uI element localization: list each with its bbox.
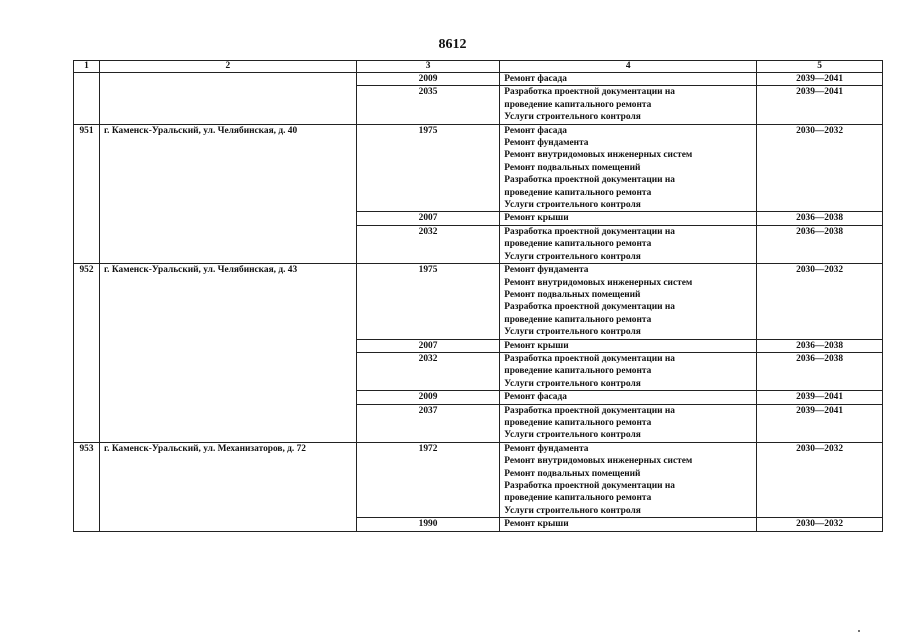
work-item: проведение капитального ремонта [504,366,652,377]
work-item: Ремонт подвальных помещений [504,162,641,173]
work-item: Ремонт фасада [504,74,567,84]
year-cell: 1975 [356,124,499,212]
building-number: 951 [74,124,100,263]
period-cell: 2030—2032 [757,442,883,517]
header-col-3: 3 [356,61,499,73]
table-row [74,124,883,212]
works-cell [500,352,757,390]
work-item: Ремонт фундамента [504,265,589,276]
work-item: Услуги строительного контроля [504,378,641,389]
work-item: Ремонт фундамента [504,138,589,149]
building-address: г. Каменск-Уральский, ул. Челябинская, д. 40 [99,124,356,263]
year-cell: 2037 [356,404,499,442]
year-cell: 2009 [356,73,499,86]
work-item: Разработка проектной документации на [504,302,675,313]
period-cell: 2030—2032 [757,124,883,212]
works-cell [500,391,757,404]
year-cell: 1975 [356,264,499,339]
header-col-5: 5 [757,61,883,73]
period-cell: 2039—2041 [757,404,883,442]
work-item: Ремонт подвальных помещений [504,289,641,300]
year-cell: 2007 [356,339,499,352]
building-address: г. Каменск-Уральский, ул. Челябинская, д. 43 [99,264,356,443]
works-cell [500,225,757,263]
building-number [74,73,100,125]
period-cell: 2039—2041 [757,73,883,86]
year-cell: 2032 [356,352,499,390]
period-cell: 2036—2038 [757,212,883,225]
page-number: 8612 [438,37,467,52]
header-col-4: 4 [500,61,757,73]
building-address [99,73,356,125]
work-item: Ремонт внутридомовых инженерных систем [504,456,693,467]
work-item: Разработка проектной документации на [504,175,675,186]
year-cell: 2007 [356,212,499,225]
work-item: проведение капитального ремонта [504,417,652,428]
year-cell: 2009 [356,391,499,404]
table-header [74,61,883,73]
works-cell [500,339,757,352]
work-item: Разработка проектной документации на [504,353,675,364]
work-item: проведение капитального ремонта [504,99,652,110]
year-cell: 1990 [356,518,499,531]
building-number: 952 [74,264,100,443]
work-item: Ремонт фундамента [504,443,589,454]
works-cell [500,264,757,339]
work-item: Ремонт крыши [504,340,569,351]
work-item: проведение капитального ремонта [504,239,652,250]
header-col-1: 1 [74,61,100,73]
period-cell: 2036—2038 [757,339,883,352]
table-row [74,264,883,339]
header-row [74,61,883,73]
works-cell [500,404,757,442]
table-body [74,73,883,532]
work-item: Ремонт подвальных помещений [504,468,641,479]
work-item: проведение капитального ремонта [504,314,652,325]
work-item: Ремонт фасада [504,392,567,403]
year-cell: 1972 [356,442,499,517]
work-item: Ремонт внутридомовых инженерных систем [504,150,693,161]
period-cell: 2036—2038 [757,225,883,263]
work-item: Ремонт крыши [504,519,569,530]
table-row [74,442,883,517]
works-cell [500,86,757,124]
work-item: Ремонт фасада [504,125,567,136]
scan-speck [858,630,860,632]
work-item: Разработка проектной документации на [504,405,675,416]
work-item: Разработка проектной документации на [504,226,675,237]
works-cell [500,518,757,531]
work-item: Разработка проектной документации на [504,481,675,491]
period-cell: 2030—2032 [757,264,883,339]
work-item: Услуги строительного контроля [504,112,641,123]
building-number: 953 [74,442,100,531]
work-item: проведение капитального ремонта [504,493,652,504]
work-item: Услуги строительного контроля [504,327,641,338]
work-item: Ремонт внутридомовых инженерных систем [504,277,693,288]
period-cell: 2039—2041 [757,391,883,404]
period-cell: 2036—2038 [757,352,883,390]
work-item: Услуги строительного контроля [504,200,641,211]
capital-repair-table [73,60,883,532]
period-cell: 2039—2041 [757,86,883,124]
building-address: г. Каменск-Уральский, ул. Механизаторов, д. 72 [99,442,356,531]
table-row [74,73,883,86]
works-cell [500,442,757,517]
work-item: Услуги строительного контроля [504,505,641,516]
work-item: проведение капитального ремонта [504,187,652,198]
year-cell: 2032 [356,225,499,263]
work-item: Разработка проектной документации на [504,87,675,98]
work-item: Услуги строительного контроля [504,251,641,262]
work-item: Ремонт крыши [504,213,569,224]
year-cell: 2035 [356,86,499,124]
works-cell [500,212,757,225]
works-cell [500,73,757,86]
period-cell: 2030—2032 [757,518,883,531]
works-cell [500,124,757,212]
header-col-2: 2 [99,61,356,73]
work-item: Услуги строительного контроля [504,430,641,441]
